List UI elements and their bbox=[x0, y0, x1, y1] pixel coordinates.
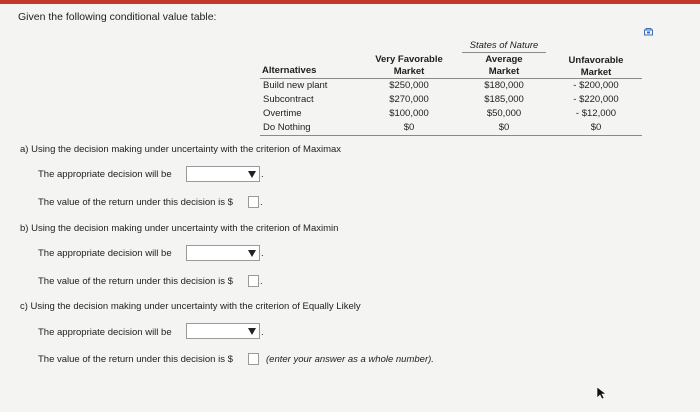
return-value-input-b[interactable] bbox=[248, 275, 259, 287]
question-c: c) Using the decision making under uncertainty with the criterion of Equally Likely bbox=[20, 301, 361, 312]
col-unfavorable-line1: Unfavorable bbox=[568, 55, 624, 66]
row-value: $50,000 bbox=[486, 108, 522, 119]
row-value: $270,000 bbox=[389, 94, 429, 105]
header-rule bbox=[260, 78, 642, 79]
intro-text: Given the following conditional value table: bbox=[18, 11, 217, 23]
period: . bbox=[261, 327, 264, 338]
value-label-c: The value of the return under this decision is $ bbox=[38, 354, 233, 365]
pencil-icon[interactable] bbox=[644, 28, 654, 37]
chevron-down-icon bbox=[248, 171, 256, 178]
decision-label-a: The appropriate decision will be bbox=[38, 169, 172, 180]
row-name: Do Nothing bbox=[263, 122, 311, 133]
row-name: Build new plant bbox=[263, 80, 328, 91]
period: . bbox=[260, 197, 263, 208]
row-value: $250,000 bbox=[389, 80, 429, 91]
decision-label-b: The appropriate decision will be bbox=[38, 248, 172, 259]
chevron-down-icon bbox=[248, 250, 256, 257]
row-value: - $200,000 bbox=[573, 80, 619, 91]
row-value: $180,000 bbox=[484, 80, 524, 91]
return-value-input-a[interactable] bbox=[248, 196, 259, 208]
cursor-icon bbox=[596, 386, 606, 400]
states-of-nature-label: States of Nature bbox=[469, 40, 539, 51]
col-unfavorable-line2: Market bbox=[580, 67, 612, 78]
col-average-line1: Average bbox=[485, 54, 523, 65]
top-accent-bar bbox=[0, 0, 700, 4]
decision-select-c[interactable] bbox=[186, 323, 260, 339]
question-a: a) Using the decision making under uncertainty with the criterion of Maximax bbox=[20, 144, 342, 155]
row-value: $0 bbox=[403, 122, 415, 133]
col-very-favorable-line1: Very Favorable bbox=[375, 54, 443, 65]
col-average-line2: Market bbox=[488, 66, 520, 77]
col-very-favorable-line2: Market bbox=[393, 66, 425, 77]
row-name: Subcontract bbox=[263, 94, 314, 105]
chevron-down-icon bbox=[248, 328, 256, 335]
row-value: $0 bbox=[590, 122, 602, 133]
row-value: - $12,000 bbox=[575, 108, 617, 119]
states-underline bbox=[462, 52, 546, 53]
period: . bbox=[260, 276, 263, 287]
question-b: b) Using the decision making under uncertainty with the criterion of Maximin bbox=[20, 223, 339, 234]
row-value: $0 bbox=[498, 122, 510, 133]
row-name: Overtime bbox=[263, 108, 302, 119]
decision-label-c: The appropriate decision will be bbox=[38, 327, 172, 338]
return-value-input-c[interactable] bbox=[248, 353, 259, 365]
whole-number-hint: (enter your answer as a whole number). bbox=[266, 354, 434, 365]
row-value: $100,000 bbox=[389, 108, 429, 119]
value-label-b: The value of the return under this decision is $ bbox=[38, 276, 233, 287]
footer-rule bbox=[260, 135, 642, 136]
period: . bbox=[261, 248, 264, 259]
row-value: $185,000 bbox=[484, 94, 524, 105]
row-value: - $220,000 bbox=[573, 94, 619, 105]
value-label-a: The value of the return under this decision is $ bbox=[38, 197, 233, 208]
col-alternatives: Alternatives bbox=[262, 65, 317, 76]
period: . bbox=[261, 169, 264, 180]
decision-select-a[interactable] bbox=[186, 166, 260, 182]
decision-select-b[interactable] bbox=[186, 245, 260, 261]
